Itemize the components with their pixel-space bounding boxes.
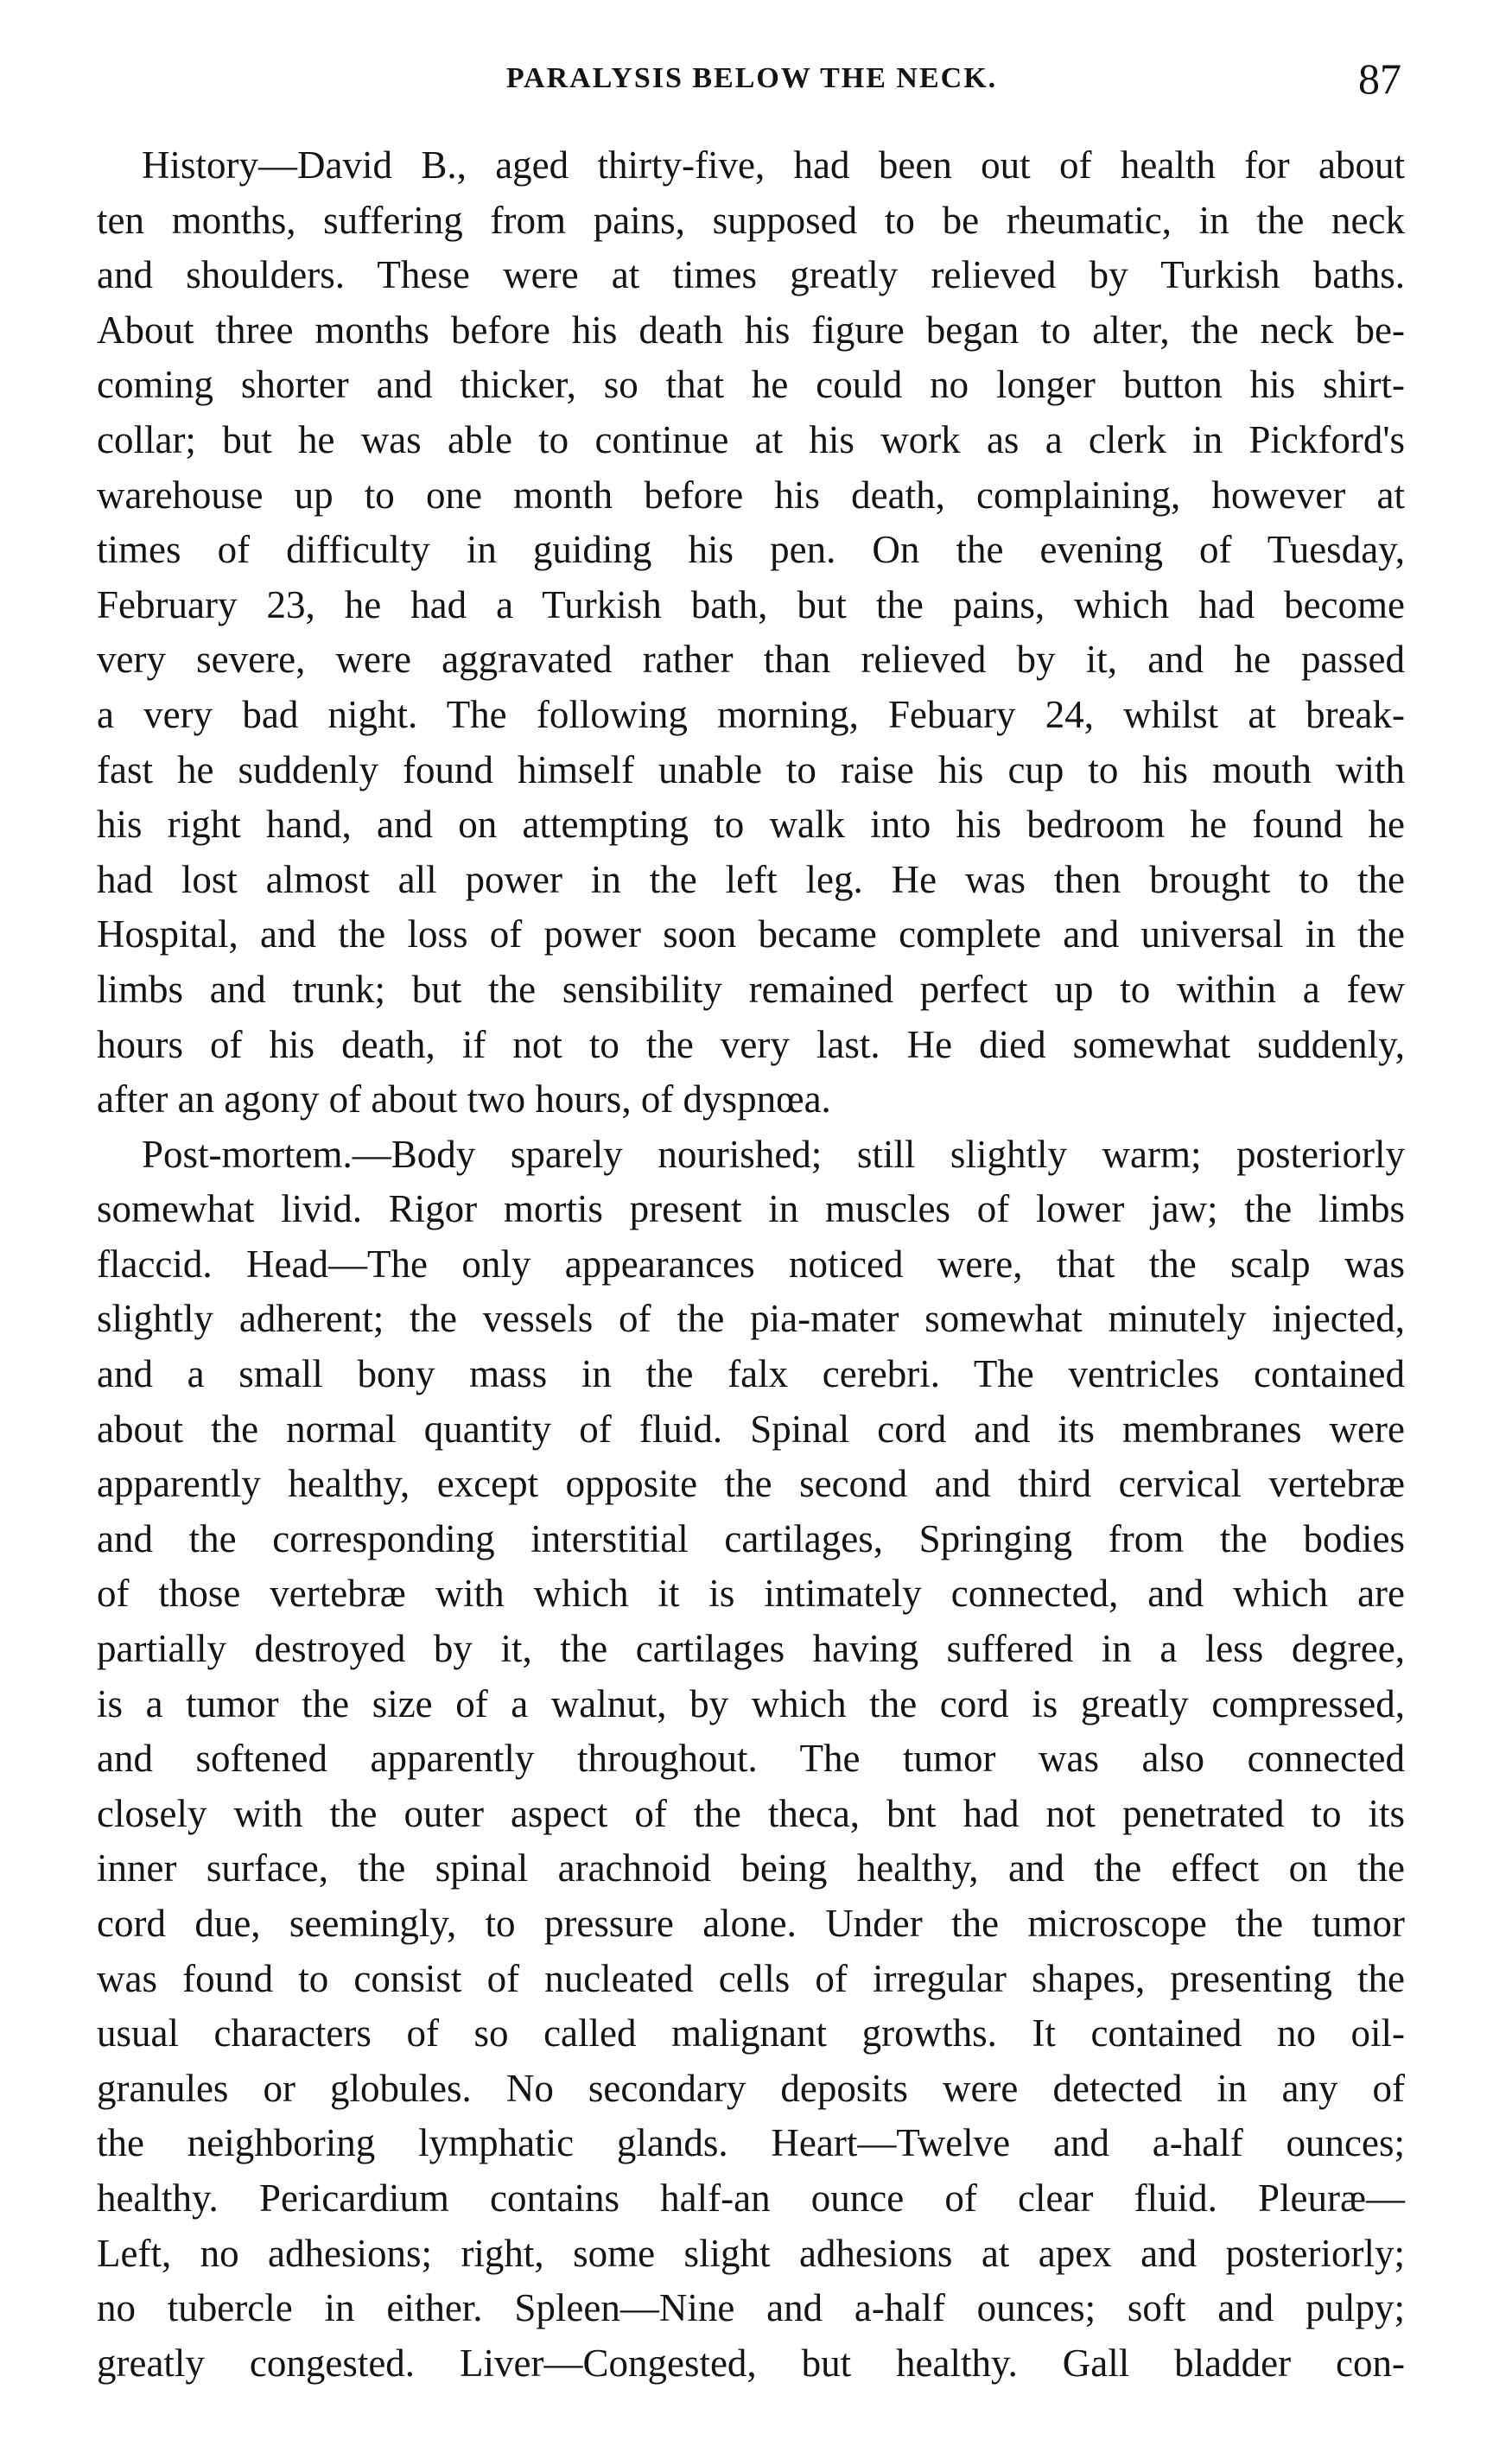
text-line: somewhat livid. Rigor mortis present in muscles of lower jaw; the limbs xyxy=(97,1187,1405,1231)
text-line: and softened apparently throughout. The tumor was also connected xyxy=(97,1737,1405,1781)
text-line: Post-mortem.—Body sparely nourished; still slightly warm; posteriorly xyxy=(142,1132,1405,1176)
text-line: is a tumor the size of a walnut, by which the cord is greatly compressed, xyxy=(97,1681,1405,1725)
page-number: 87 xyxy=(1358,54,1401,103)
text-line: ten months, suffering from pains, supposed to be rheumatic, in the neck xyxy=(97,198,1405,242)
text-line: February 23, he had a Turkish bath, but the pains, which had become xyxy=(97,582,1405,626)
text-line: times of difficulty in guiding his pen. On the evening of Tuesday, xyxy=(97,528,1405,572)
text-line: no tubercle in either. Spleen—Nine and a-half ounces; soft and pulpy; xyxy=(97,2286,1405,2330)
text-line: coming shorter and thicker, so that he could no longer button his shirt- xyxy=(97,363,1405,407)
text-line: healthy. Pericardium contains half-an ounce of clear fluid. Pleuræ— xyxy=(97,2176,1405,2220)
text-line: granules or globules. No secondary deposits were detected in any of xyxy=(97,2066,1405,2110)
text-line: usual characters of so called malignant growths. It contained no oil- xyxy=(97,2011,1405,2056)
text-line: of those vertebræ with which it is intimately connected, and which are xyxy=(97,1572,1405,1616)
text-line: a very bad night. The following morning, Febuary 24, whilst at break- xyxy=(97,692,1405,736)
text-line: his right hand, and on attempting to walk into his bedroom he found he xyxy=(97,803,1405,847)
text-line: slightly adherent; the vessels of the pia-mater somewhat minutely injected, xyxy=(97,1297,1405,1341)
text-line: warehouse up to one month before his death, complaining, however at xyxy=(97,473,1405,517)
body-text xyxy=(97,138,1405,2391)
text-line: cord due, seemingly, to pressure alone. Under the microscope the tumor xyxy=(97,1902,1405,1945)
text-line: collar; but he was able to continue at his work as a clerk in Pickford's xyxy=(97,417,1405,461)
running-head xyxy=(95,54,1408,114)
text-line: partially destroyed by it, the cartilages having suffered in a less degree, xyxy=(97,1627,1405,1671)
text-line: greatly congested. Liver—Congested, but healthy. Gall bladder con- xyxy=(97,2341,1405,2385)
text-line: and the corresponding interstitial cartilages, Springing from the bodies xyxy=(97,1516,1405,1560)
text-line: apparently healthy, except opposite the second and third cervical vertebræ xyxy=(97,1462,1405,1506)
text-line: very severe, were aggravated rather than relieved by it, and he passed xyxy=(97,638,1405,682)
text-line: History—David B., aged thirty-five, had been out of health for about xyxy=(142,143,1405,187)
text-line: and a small bony mass in the falx cerebri. The ventricles contained xyxy=(97,1352,1405,1396)
text-line: and shoulders. These were at times greatly relieved by Turkish baths. xyxy=(97,253,1405,297)
text-line: fast he suddenly found himself unable to raise his cup to his mouth with xyxy=(97,747,1405,791)
text-line: after an agony of about two hours, of dyspnœa. xyxy=(97,1077,831,1122)
running-title: PARALYSIS BELOW THE NECK. xyxy=(505,62,998,94)
text-line: about the normal quantity of fluid. Spinal cord and its membranes were xyxy=(97,1407,1405,1451)
text-line: limbs and trunk; but the sensibility remained perfect up to within a few xyxy=(97,967,1405,1011)
text-line: flaccid. Head—The only appearances noticed were, that the scalp was xyxy=(97,1242,1405,1286)
text-line: inner surface, the spinal arachnoid being healthy, and the effect on the xyxy=(97,1846,1405,1890)
text-line: Hospital, and the loss of power soon became complete and universal in the xyxy=(97,912,1405,956)
text-line: the neighboring lymphatic glands. Heart—Twelve and a-half ounces; xyxy=(97,2121,1405,2165)
text-line: Left, no adhesions; right, some slight adhesions at apex and posteriorly; xyxy=(97,2231,1405,2275)
text-line: was found to consist of nucleated cells of irregular shapes, presenting the xyxy=(97,1956,1405,2000)
text-line: hours of his death, if not to the very last. He died somewhat suddenly, xyxy=(97,1022,1405,1066)
text-line: had lost almost all power in the left leg. He was then brought to the xyxy=(97,857,1405,901)
text-line: closely with the outer aspect of the theca, bnt had not penetrated to its xyxy=(97,1791,1405,1835)
text-line: About three months before his death his figure began to alter, the neck be- xyxy=(97,308,1405,352)
